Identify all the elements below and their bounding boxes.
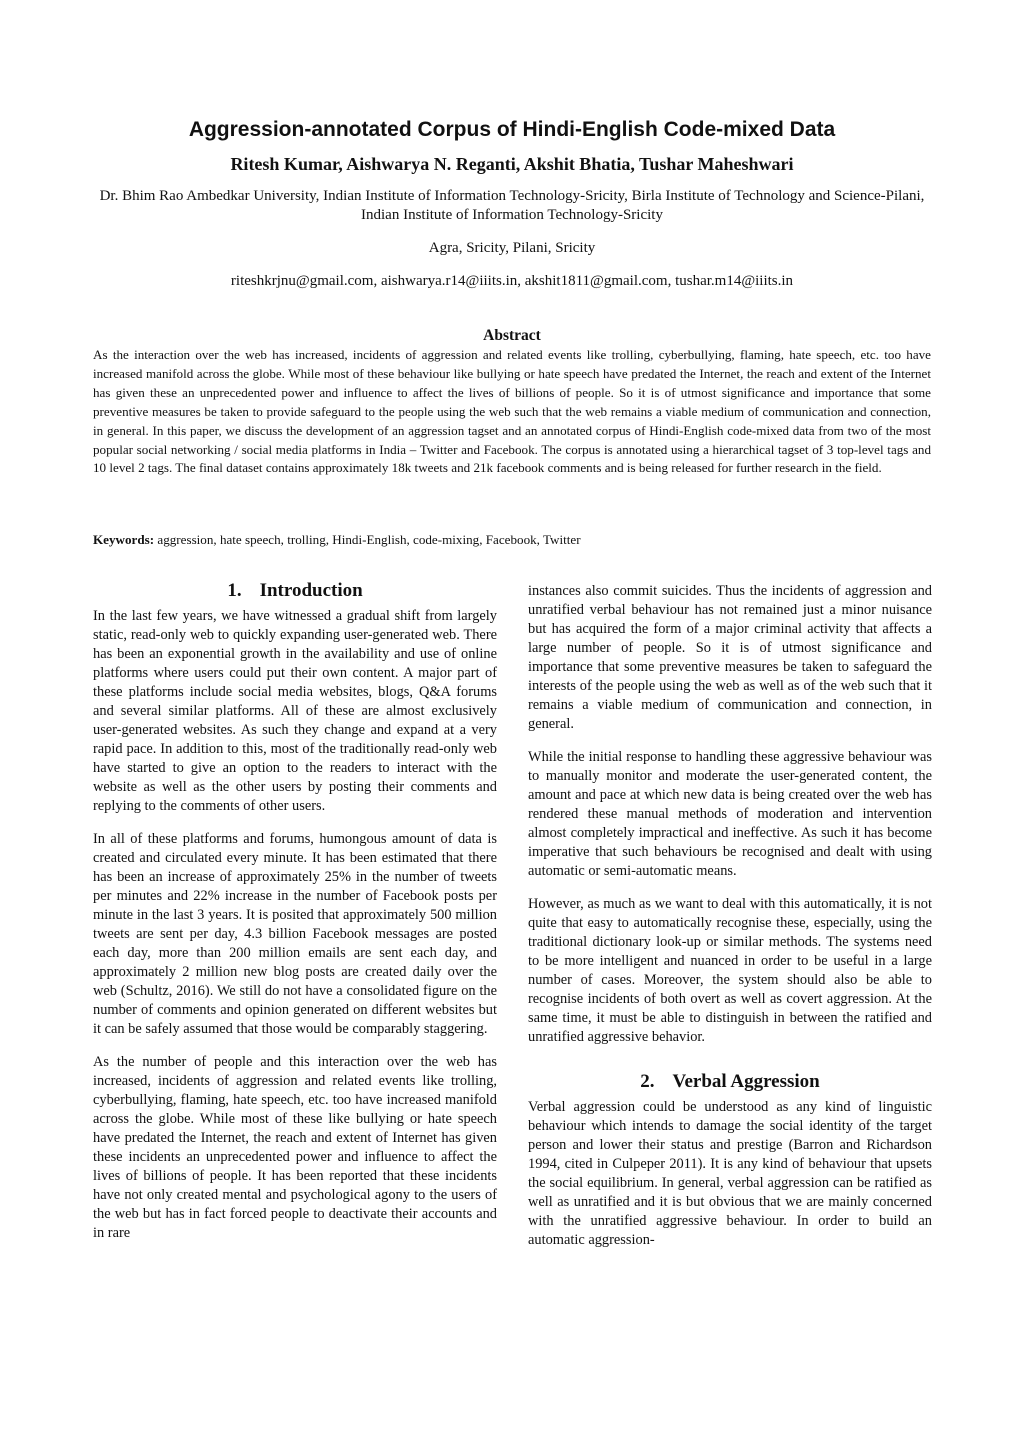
section-heading-introduction: [93, 578, 497, 604]
affiliations: Dr. Bhim Rao Ambedkar University, Indian Institute of Information Technology-Sricity, Birla Institute of Technology and Science-Pilani, Indian Institute of Information Technology-Sricity: [99, 188, 925, 223]
keywords-text: aggression, hate speech, trolling, Hindi-English, code-mixing, Facebook, Twitter: [157, 532, 581, 547]
locations: Agra, Sricity, Pilani, Sricity: [428, 240, 596, 256]
left-column: [93, 578, 497, 1257]
intro-paragraph-3: As the number of people and this interaction over the web has increased, incidents of aggression and related events like trolling, cyberbullying, flaming, hate speech, etc. too have increased manifold across the globe. While most of these like bullying or hate speech have predated the Internet, the reach and extent of Internet has given these incidents an unprecedented power and influence to affect the lives of billions of people. It has been reported that these incidents have not only created mental and psychological agony to the users of the web but has in fact forced people to deactivate their accounts and in rare: [93, 1054, 497, 1241]
section-heading-verbal-aggression: [528, 1069, 932, 1095]
paper-title: Aggression-annotated Corpus of Hindi-English Code-mixed Data: [188, 118, 836, 141]
abstract-heading: Abstract: [483, 327, 541, 344]
intro-paragraph-2: In all of these platforms and forums, humongous amount of data is created and circulated every minute. It has been estimated that there has been an increase of approximately 25% in the number of tweets per minutes and 22% increase in the number of Facebook posts per minute in the last 3 years. It is posited that approximately 500 million tweets are sent per day, 4.3 billion Facebook messages are posted each day, more than 200 million emails are sent each day, and approximately 2 million new blog posts are created daily over the web (Schultz, 2016). We still do not have a consolidated figure on the number of comments and opinion generated on different websites but it can be safely assumed that those would be comparably staggering.: [93, 831, 497, 1037]
intro-paragraph-3-continued: instances also commit suicides. Thus the incidents of aggression and unratified verbal behaviour has not remained just a minor nuisance but has acquired the form of a major criminal activity that affects a large number of people. So it is of utmost significance and importance that some preventive measures be taken to safeguard the interests of the people using the web as well as of the web such that it remains a viable medium of communication and connection, in general.: [528, 583, 932, 732]
keywords-label: Keywords:: [93, 532, 155, 547]
section-number: 1.: [227, 580, 242, 601]
right-column: [528, 582, 932, 1264]
intro-paragraph-1: In the last few years, we have witnessed a gradual shift from largely static, read-only web to quickly expanding user-generated web. There has been an exponential growth in the availability and use of online platforms where users could put their own content. A major part of these platforms include social media websites, blogs, Q&A forums and several similar platforms. All of these are almost exclusively user-generated websites. As such they change and expand at a very rapid pace. In addition to this, most of the traditionally read-only web have started to give an option to the readers to interact with the website as well as the other users by posting their comments and replying to the comments of other users.: [93, 608, 497, 814]
author-emails: riteshkrjnu@gmail.com, aishwarya.r14@iiits.in, akshit1811@gmail.com, tushar.m14@iiits.in: [230, 273, 794, 289]
keywords: [93, 530, 931, 549]
author-list: Ritesh Kumar, Aishwarya N. Reganti, Akshit Bhatia, Tushar Maheshwari: [230, 154, 794, 174]
verbal-paragraph-1: Verbal aggression could be understood as any kind of linguistic behaviour which intends to damage the social identity of the target person and lower their status and prestige (Barron and Richardson 1994, cited in Culpeper 2011). It is any kind of behaviour that upsets the social equilibrium. In general, verbal aggression can be ratified as well as unratified and it is but obvious that we are mainly concerned with the unratified aggressive behaviour. In order to build an automatic aggression-: [528, 1099, 932, 1248]
abstract-text: As the interaction over the web has increased, incidents of aggression and related events like trolling, cyberbullying, flaming, hate speech, etc. too have increased manifold across the globe. While most of these behaviour like bullying or hate speech have predated the Internet, the reach and extent of the Internet has given these an unprecedented power and influence to affect the lives of billions of people. So it is of utmost significance and importance that some preventive measures be taken to provide safeguard to the people using the web such that the web remains a viable medium of communication and connection, in general. In this paper, we discuss the development of an aggression tagset and an annotated corpus of Hindi-English code-mixed data from two of the most popular social networking / social media platforms in India – Twitter and Facebook. The corpus is annotated using a hierarchical tagset of 3 top-level tags and 10 level 2 tags. The final dataset contains approximately 18k tweets and 21k facebook comments and is being released for further research in the field.: [93, 347, 931, 476]
section-number: 2.: [640, 1071, 655, 1092]
section-title: Verbal Aggression: [672, 1071, 820, 1092]
intro-paragraph-5: However, as much as we want to deal with this automatically, it is not quite that easy to automatically recognise these, especially, using the traditional dictionary look-up or similar methods. The systems need to be more intelligent and nuanced in order to be useful in a large number of cases. Moreover, the system should also be able to recognise incidents of both overt as well as covert aggression. At the same time, it must be able to distinguish in between the ratified and unratified aggressive behavior.: [528, 896, 932, 1045]
section-title: Introduction: [259, 580, 363, 601]
intro-paragraph-4: While the initial response to handling these aggressive behaviour was to manually monitor and moderate the user-generated content, the amount and pace at which new data is being created over the web has rendered these manual methods of moderation and intervention almost completely impractical and ineffective. As such it has become imperative that such behaviours be recognised and dealt with using automatic or semi-automatic means.: [528, 749, 932, 879]
